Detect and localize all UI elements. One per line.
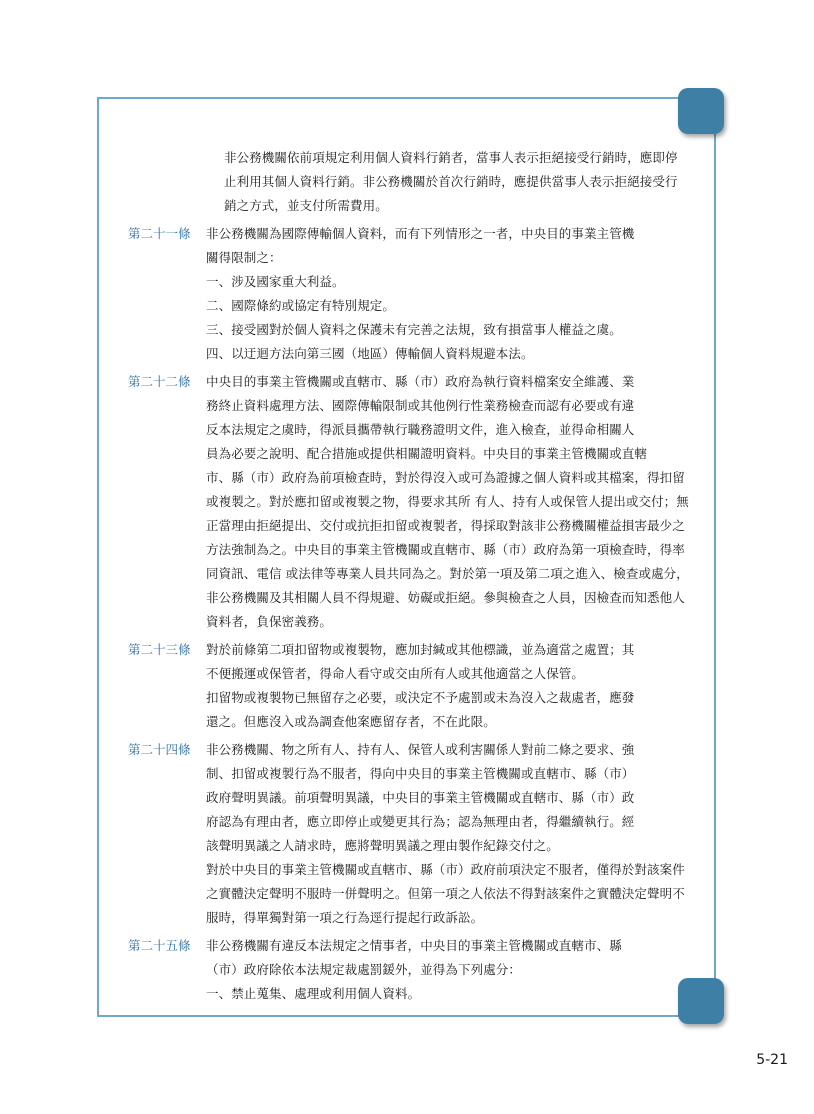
article-text-line: 非公務機關為國際傳輸個人資料，而有下列情形之一者，中央目的事業主管機	[206, 226, 635, 241]
article-text-line: 止利用其個人資料行銷。非公務機關於首次行銷時，應提供當事人表示拒絕接受行	[224, 174, 678, 189]
text-row	[0, 146, 814, 170]
text-row	[0, 294, 814, 318]
article-block	[0, 370, 814, 634]
article-text-line: 正當理由拒絕提出、交付或抗拒扣留或複製者，得採取對該非公務機關權益損害最少之	[206, 518, 685, 533]
text-row	[0, 170, 814, 194]
article-text-line: 非公務機關有違反本法規定之情事者，中央目的事業主管機關或直轄市、縣	[206, 938, 622, 953]
text-row	[0, 586, 814, 610]
text-row	[0, 538, 814, 562]
text-row	[0, 662, 814, 686]
text-row	[0, 638, 814, 662]
text-row	[0, 762, 814, 786]
article-text-line: 對於中央目的事業主管機關或直轄市、縣（市）政府前項決定不服者，僅得於對該案件	[206, 862, 685, 877]
article-text-line: （市）政府除依本法規定裁處罰鍰外，並得為下列處分：	[206, 962, 522, 977]
text-row	[0, 490, 814, 514]
article-text-line: 四、以迂迴方法向第三國（地區）傳輸個人資料規避本法。	[206, 346, 534, 361]
article-text-line: 一、禁止蒐集、處理或利用個人資料。	[206, 986, 421, 1001]
article-block	[0, 638, 814, 734]
article-text-line: 非公務機關、物之所有人、持有人、保管人或利害關係人對前二條之要求、強	[206, 742, 635, 757]
article-text-line: 市、縣（市）政府為前項檢查時，對於得沒入或可為證據之個人資料或其檔案，得扣留	[206, 470, 685, 485]
article-text-line: 政府聲明異議。前項聲明異議，中央目的事業主管機關或直轄市、縣（市）政	[206, 790, 635, 805]
text-row	[0, 786, 814, 810]
article-text-line: 反本法規定之虞時，得派員攜帶執行職務證明文件，進入檢查，並得命相關人	[206, 422, 635, 437]
article-text-line: 二、國際條約或協定有特別規定。	[206, 298, 396, 313]
document-body	[0, 146, 814, 1010]
text-row	[0, 906, 814, 930]
article-text-line: 之實體決定聲明不服時一併聲明之。但第一項之人依法不得對該案件之實體決定聲明不	[206, 886, 685, 901]
article-text-line: 還之。但應沒入或為調查他案應留存者，不在此限。	[206, 714, 496, 729]
text-row	[0, 318, 814, 342]
text-row	[0, 194, 814, 218]
article-block	[0, 738, 814, 930]
article-text-line: 不便搬運或保管者，得命人看守或交由所有人或其他適當之人保管。	[206, 666, 585, 681]
text-row	[0, 834, 814, 858]
text-row	[0, 610, 814, 634]
article-label: 第二十五條	[128, 938, 191, 953]
article-text-line: 同資訊、電信 或法律等專業人員共同為之。對於第一項及第二項之進入、檢查或處分，	[206, 566, 689, 581]
article-text-line: 員為必要之說明、配合措施或提供相關證明資料。中央目的事業主管機關或直轄	[206, 446, 648, 461]
continuation-block	[0, 146, 814, 218]
article-text-line: 非公務機關及其相關人員不得規避、妨礙或拒絕。參與檢查之人員，因檢查而知悉他人	[206, 590, 685, 605]
text-row	[0, 370, 814, 394]
text-row	[0, 882, 814, 906]
article-text-line: 扣留物或複製物已無留存之必要，或決定不予處罰或未為沒入之裁處者，應發	[206, 690, 635, 705]
article-text-line: 對於前條第二項扣留物或複製物，應加封緘或其他標識，並為適當之處置；其	[206, 642, 635, 657]
text-row	[0, 342, 814, 366]
text-row	[0, 562, 814, 586]
article-label: 第二十三條	[128, 642, 191, 657]
text-row	[0, 982, 814, 1006]
text-row	[0, 858, 814, 882]
article-label: 第二十四條	[128, 742, 191, 757]
text-row	[0, 442, 814, 466]
article-block	[0, 934, 814, 1006]
text-row	[0, 934, 814, 958]
article-text-line: 銷之方式，並支付所需費用。	[224, 198, 388, 213]
article-text-line: 一、涉及國家重大利益。	[206, 274, 345, 289]
page-number: 5-21	[756, 1052, 788, 1068]
text-row	[0, 270, 814, 294]
article-text-line: 府認為有理由者，應立即停止或變更其行為；認為無理由者，得繼續執行。經	[206, 814, 635, 829]
text-row	[0, 418, 814, 442]
article-text-line: 資料者，負保密義務。	[206, 614, 333, 629]
article-text-line: 三、接受國對於個人資料之保護未有完善之法規，致有損當事人權益之虞。	[206, 322, 622, 337]
article-label: 第二十二條	[128, 374, 191, 389]
text-row	[0, 394, 814, 418]
article-text-line: 務終止資料處理方法、國際傳輸限制或其他例行性業務檢查而認有必要或有違	[206, 398, 635, 413]
article-text-line: 中央目的事業主管機關或直轄市、縣（市）政府為執行資料檔案安全維護、業	[206, 374, 635, 389]
article-text-line: 或複製之。對於應扣留或複製之物，得要求其所 有人、持有人或保管人提出或交付；無	[206, 494, 689, 509]
text-row	[0, 514, 814, 538]
text-row	[0, 810, 814, 834]
text-row	[0, 222, 814, 246]
text-row	[0, 686, 814, 710]
article-text-line: 方法強制為之。中央目的事業主管機關或直轄市、縣（市）政府為第一項檢查時，得率	[206, 542, 685, 557]
article-text-line: 制、扣留或複製行為不服者，得向中央目的事業主管機關或直轄市、縣（市）	[206, 766, 635, 781]
text-row	[0, 466, 814, 490]
article-text-line: 非公務機關依前項規定利用個人資料行銷者，當事人表示拒絕接受行銷時，應即停	[224, 150, 678, 165]
corner-tab-top	[678, 88, 724, 134]
article-block	[0, 222, 814, 366]
article-text-line: 服時，得單獨對第一項之行為逕行提起行政訴訟。	[206, 910, 484, 925]
article-text-line: 該聲明異議之人請求時，應將聲明異議之理由製作紀錄交付之。	[206, 838, 559, 853]
article-label: 第二十一條	[128, 226, 191, 241]
text-row	[0, 246, 814, 270]
text-row	[0, 710, 814, 734]
text-row	[0, 738, 814, 762]
text-row	[0, 958, 814, 982]
article-text-line: 關得限制之：	[206, 250, 282, 265]
